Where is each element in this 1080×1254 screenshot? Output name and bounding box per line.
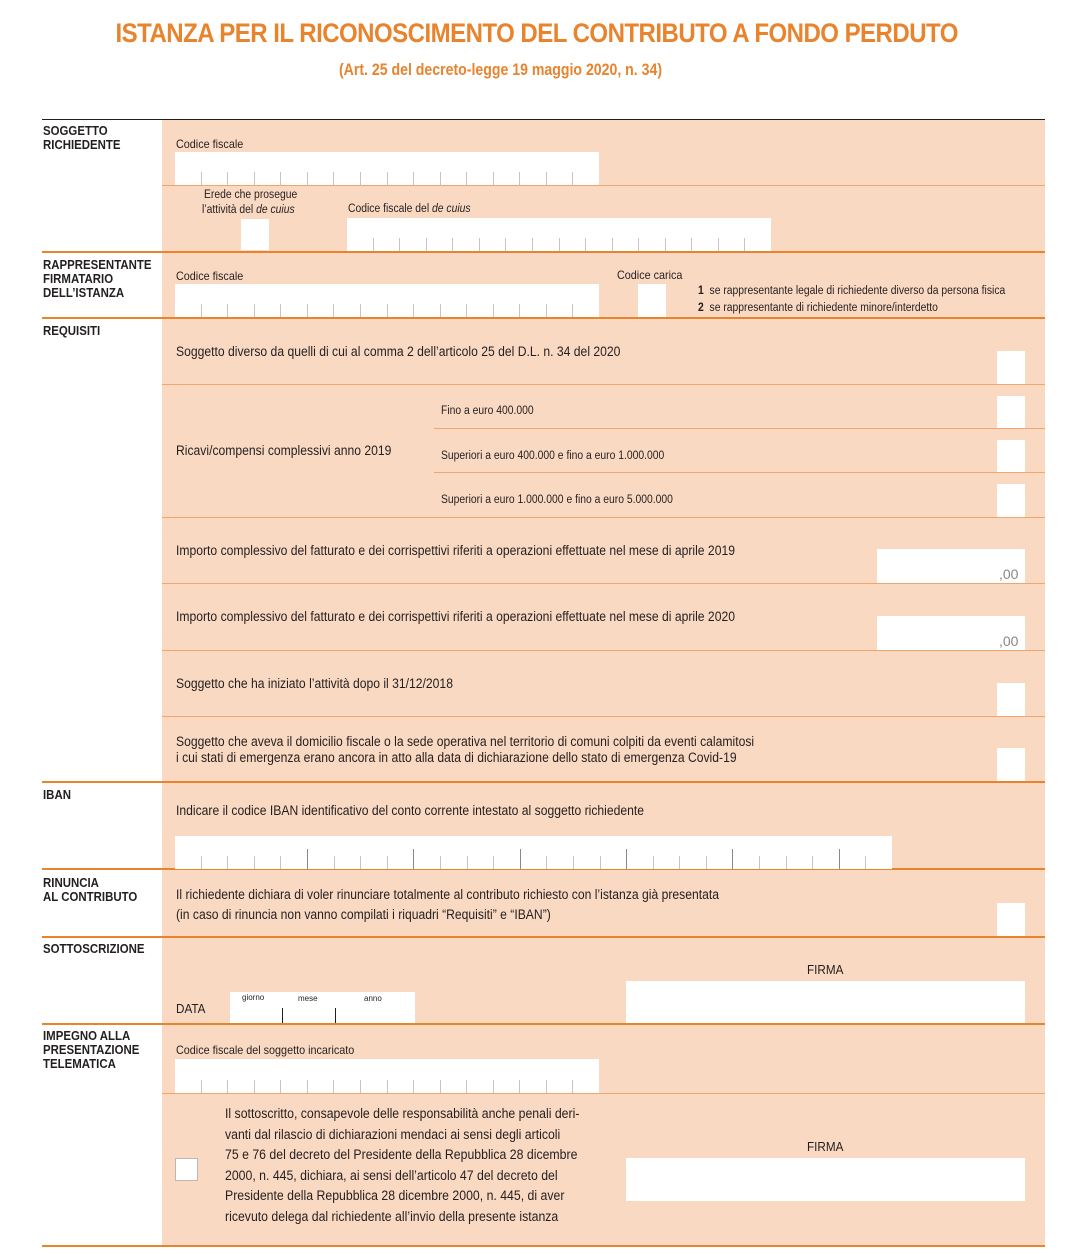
cf-de-cuius-label-text: Codice fiscale del	[348, 203, 430, 215]
importo-2020-text: Importo complessivo del fatturato e dei corrispettivi riferiti a operazioni effettuate nel mese di aprile 2020	[176, 609, 735, 624]
erede-label-line2: l’attività del	[202, 204, 254, 216]
rinuncia-line-1: Il richiedente dichiara di voler rinunciare totalmente al contributo richiesto con l’istanza già presentata	[176, 887, 719, 902]
section-rule	[42, 317, 1045, 319]
row-divider	[162, 517, 1045, 518]
iban-field[interactable]	[175, 836, 892, 869]
rappresentante-cf-label: Codice fiscale	[176, 269, 244, 283]
mese-label: mese	[298, 994, 318, 1003]
section-rule	[42, 936, 1045, 938]
row-divider	[162, 1093, 1045, 1094]
firma-incaricato-field[interactable]	[626, 1158, 1025, 1201]
erede-label-2	[202, 204, 295, 216]
carica-option-1	[698, 285, 1005, 297]
section-rule	[42, 1023, 1045, 1025]
ricavi-option-3-checkbox[interactable]	[997, 484, 1025, 517]
soggetto-diverso-text: Soggetto diverso da quelli di cui al comma 2 dell’articolo 25 del D.L. n. 34 del 2020	[176, 344, 621, 359]
rinuncia-checkbox[interactable]	[997, 903, 1025, 936]
data-label: DATA	[176, 1001, 206, 1016]
section-rule	[42, 781, 1045, 783]
anno-label: anno	[364, 994, 382, 1003]
row-divider	[162, 650, 1045, 651]
firma-incaricato-label: FIRMA	[807, 1139, 844, 1154]
codice-carica-label: Codice carica	[617, 268, 683, 282]
ricavi-option-1: Fino a euro 400.000	[441, 405, 534, 417]
carica-option-1-text: se rappresentante legale di richiedente diverso da persona fisica	[709, 285, 1006, 297]
form-title: ISTANZA PER IL RICONOSCIMENTO DEL CONTRIBUTO A FONDO PERDUTO	[115, 18, 958, 48]
codice-fiscale-rappresentante-field[interactable]	[175, 284, 599, 317]
giorno-label: giorno	[242, 993, 265, 1002]
soggetto-diverso-checkbox[interactable]	[997, 351, 1025, 384]
calamitosi-text-1: Soggetto che aveva il domicilio fiscale o la sede operativa nel territorio di comuni colpiti da eventi calamitosi	[176, 734, 755, 749]
data-separator	[282, 1008, 283, 1023]
row-divider	[162, 384, 1045, 385]
data-separator	[335, 1008, 336, 1023]
inizio-attivita-checkbox[interactable]	[997, 683, 1025, 716]
section-soggetto-richiedente: SOGGETTO RICHIEDENTE	[43, 123, 121, 152]
row-divider	[162, 185, 1045, 186]
carica-option-2-code: 2	[698, 302, 704, 314]
section-rinuncia: RINUNCIA AL CONTRIBUTO	[43, 875, 138, 904]
importo-2019-text: Importo complessivo del fatturato e dei corrispettivi riferiti a operazioni effettuate nel mese di aprile 2019	[176, 543, 735, 558]
section-iban: IBAN	[43, 787, 71, 802]
row-divider	[162, 583, 1045, 584]
bottom-rule	[42, 1245, 1045, 1247]
erede-label	[204, 189, 297, 201]
cf-de-cuius-label-italic: de cuius	[432, 203, 471, 215]
carica-option-2	[698, 302, 938, 314]
top-rule	[42, 119, 1045, 120]
section-impegno: IMPEGNO ALLA PRESENTAZIONE TELEMATICA	[43, 1028, 140, 1071]
section-sottoscrizione: SOTTOSCRIZIONE	[43, 941, 145, 956]
rinuncia-line-2: (in caso di rinuncia non vanno compilati i riquadri “Requisiti” e “IBAN”)	[176, 907, 551, 922]
firma-field[interactable]	[626, 981, 1025, 1023]
dichiarazione-delega: Il sottoscritto, consapevole delle responsabilità anche penali deri- vanti dal rilascio di dichiarazioni mendaci ai sensi degli articoli 75 e 76 del decreto del Presidente della Repubblica 28 dicembre 2000, n. 445, dichiara, ai sensi dell’articolo 47 del decreto del Presidente della Repubblica 28 dicembre 2000, n. 445, di aver ricevuto delega dal richiedente all’invio della presente istanza	[225, 1106, 580, 1224]
erede-label-line1: Erede che prosegue	[204, 189, 298, 201]
codice-fiscale-incaricato-field[interactable]	[175, 1059, 599, 1093]
codice-carica-field[interactable]	[638, 284, 666, 317]
erede-checkbox[interactable]	[241, 219, 269, 250]
calamitosi-text-2: i cui stati di emergenza erano ancora in atto alla data di dichiarazione dello stato di emergenza Covid-19	[176, 750, 737, 765]
codice-fiscale-richiedente-field[interactable]	[175, 152, 599, 185]
erede-label-italic: de cuius	[256, 204, 295, 216]
ricavi-label: Ricavi/compensi complessivi anno 2019	[176, 443, 392, 458]
ricavi-option-1-checkbox[interactable]	[997, 396, 1025, 428]
ricavi-option-2-checkbox[interactable]	[997, 440, 1025, 472]
codice-fiscale-label: Codice fiscale	[176, 137, 244, 151]
firma-label: FIRMA	[807, 962, 844, 977]
importo-2019-cents: ,00	[999, 566, 1019, 582]
codice-fiscale-de-cuius-field[interactable]	[347, 218, 771, 251]
ricavi-option-2: Superiori a euro 400.000 e fino a euro 1.000.000	[441, 450, 665, 462]
section-rappresentante: RAPPRESENTANTE FIRMATARIO DELL’ISTANZA	[43, 257, 152, 300]
row-divider	[434, 472, 1045, 473]
carica-option-2-text: se rappresentante di richiedente minore/interdetto	[709, 302, 938, 314]
row-divider	[162, 716, 1045, 717]
carica-option-1-code: 1	[698, 285, 704, 297]
section-requisiti: REQUISITI	[43, 323, 101, 338]
iban-label: Indicare il codice IBAN identificativo del conto corrente intestato al soggetto richiedente	[176, 803, 645, 818]
ricavi-option-3: Superiori a euro 1.000.000 e fino a euro 5.000.000	[441, 494, 673, 506]
delega-checkbox[interactable]	[175, 1158, 198, 1181]
calamitosi-checkbox[interactable]	[997, 748, 1025, 781]
cf-de-cuius-label	[348, 203, 471, 215]
importo-2020-cents: ,00	[999, 633, 1019, 649]
section-rule	[42, 251, 1045, 253]
cf-incaricato-label: Codice fiscale del soggetto incaricato	[176, 1043, 355, 1057]
inizio-attivita-text: Soggetto che ha iniziato l’attività dopo il 31/12/2018	[176, 676, 453, 691]
row-divider	[434, 428, 1045, 429]
form-subtitle: (Art. 25 del decreto-legge 19 maggio 2020, n. 34)	[338, 60, 663, 79]
